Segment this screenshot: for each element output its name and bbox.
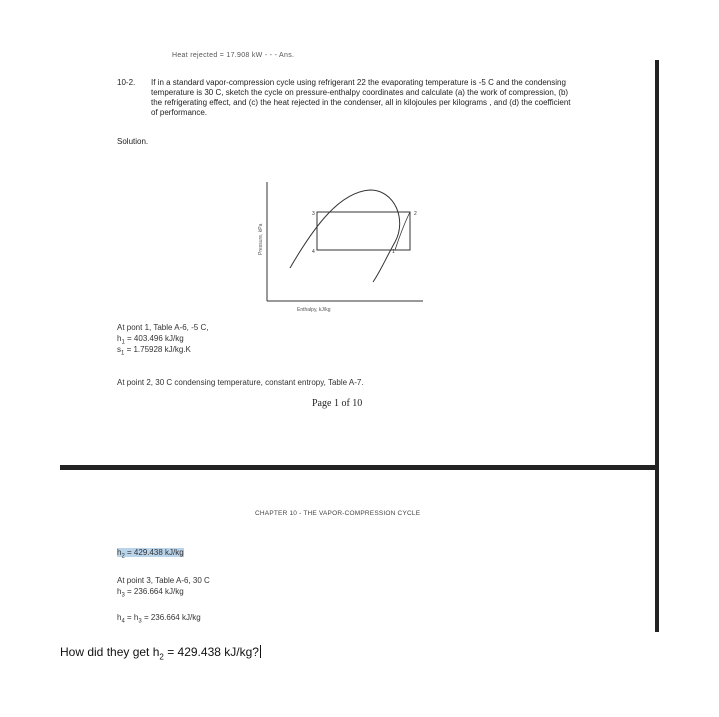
problem-number: 10-2.	[117, 78, 136, 87]
point3-heading: At point 3, Table A-6, 30 C	[117, 576, 210, 585]
s1-line: $s_1 = 1.75928$ kJ/kg.K	[117, 345, 191, 357]
question-text[interactable]: How did they get $h_2 = 429.438$ kJ/kg?	[60, 645, 259, 662]
point-1-label: 1	[392, 249, 395, 255]
solution-label: Solution.	[117, 137, 149, 146]
text-cursor	[260, 645, 261, 658]
point2-text: At point 2, 30 C condensing temperature, constant entropy, Table A-7.	[117, 378, 364, 387]
h1-line: $h_1 = 403.496$ kJ/kg	[117, 334, 184, 346]
h2-line[interactable]: $h_2 = 429.438$ kJ/kg	[117, 548, 184, 560]
h3-line: $h_3 = 236.664$ kJ/kg	[117, 587, 184, 599]
page-border-right	[655, 60, 659, 632]
x-axis-label: Enthalpy, kJ/kg	[297, 307, 331, 313]
page-separator	[60, 465, 659, 470]
isentrope-line	[395, 212, 410, 250]
problem-text: If in a standard vapor-compression cycle using refrigerant 22 the evaporating temperature is -5 C and the condensing temperature is 30 C, sketch the cycle on pressure-enthalpy coordinates and calculate (a) the work of compression, (b) the refrigerating effect, and (c) the heat rejected in the condenser, all in kilojoules per kilograms , and (d) the coefficient of performance.	[151, 78, 571, 117]
page-number: Page 1 of 10	[312, 398, 363, 409]
h4-line: $h_4 = h_3 = 236.664$ kJ/kg	[117, 613, 201, 625]
chapter-header: CHAPTER 10 - THE VAPOR-COMPRESSION CYCLE	[255, 510, 421, 517]
cut-off-line: Heat rejected = 17.908 kW - - - Ans.	[172, 52, 295, 59]
ph-diagram	[255, 180, 425, 315]
point-3-label: 3	[312, 211, 315, 217]
point1-heading: At pont 1, Table A-6, -5 C,	[117, 323, 209, 332]
y-axis-label: Pressure, kPa	[258, 223, 264, 255]
point-2-label: 2	[414, 211, 417, 217]
point-4-label: 4	[312, 249, 315, 255]
cycle-path	[317, 212, 410, 250]
saturation-dome	[290, 190, 400, 282]
